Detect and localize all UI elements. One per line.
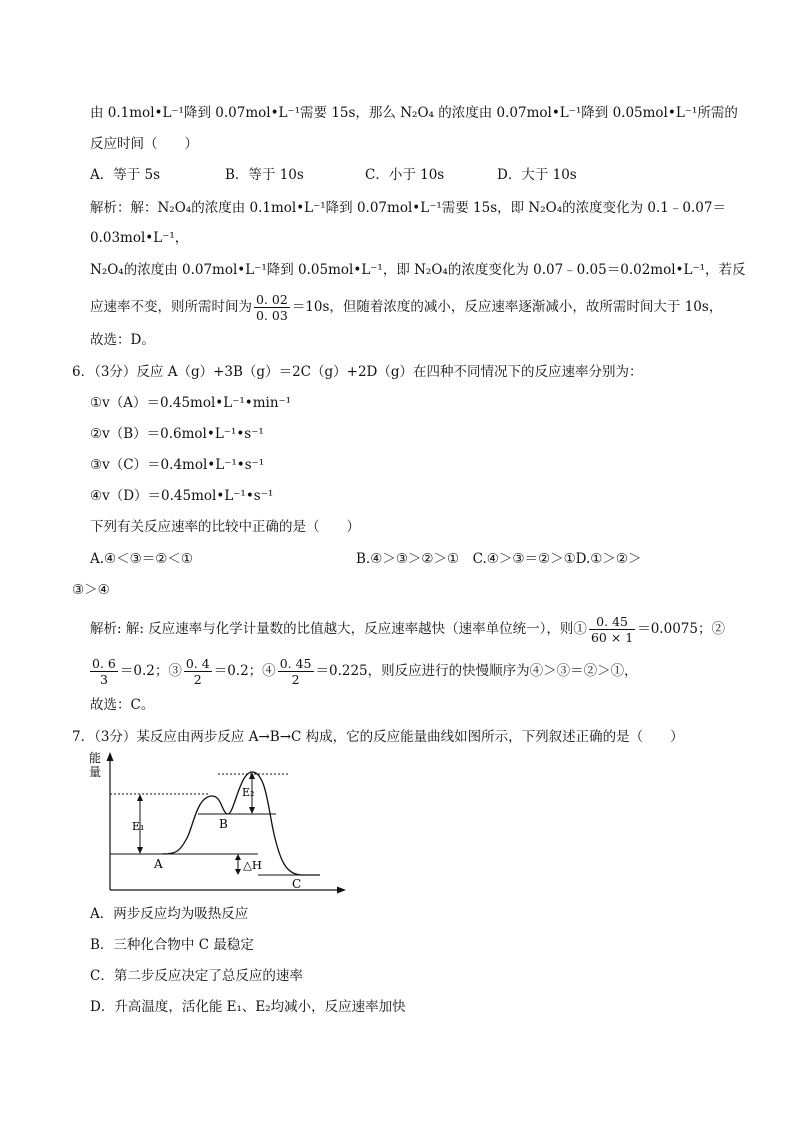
q5-analysis-text: 应速率不变，则所需时间为: [90, 299, 252, 315]
y-axis-label-2: 量: [89, 765, 102, 779]
q6-answer: 故选：C。: [90, 697, 155, 713]
dh-arrow-head-bottom: [235, 869, 241, 875]
q5-option-d: D．大于 10s: [497, 167, 577, 183]
q7-option-c: C．第二步反应决定了总反应的速率: [90, 968, 303, 984]
q6-analysis-text: ＝0.0075；②: [637, 621, 725, 637]
fraction-denominator: 0. 03: [256, 308, 288, 323]
q6-rate-3: ③v（C）＝0.4mol•L⁻¹•s⁻¹: [90, 457, 265, 473]
e2-arrow-head-bottom: [249, 807, 255, 814]
q6-fraction-4: [278, 656, 314, 687]
dh-arrow-head-top: [235, 854, 241, 860]
q5-stem-line1: 由 0.1mol•L⁻¹降到 0.07mol•L⁻¹需要 15s，那么 N₂O₄ 的浓度由 0.07mol•L⁻¹降到 0.05mol•L⁻¹所需的: [90, 105, 738, 121]
e1-arrow-head-top: [137, 794, 143, 801]
q5-answer: 故选：D。: [90, 332, 155, 348]
e1-label: E₁: [132, 820, 145, 833]
y-axis-arrow: [107, 752, 114, 761]
q5-option-b: B．等于 10s: [225, 167, 304, 183]
fraction-numerator: 0. 6: [92, 656, 116, 671]
q6-analysis-line1: [90, 614, 725, 645]
q7-option-a: A．两步反应均为吸热反应: [90, 906, 249, 922]
q6-rate-4: ④v（D）＝0.45mol•L⁻¹•s⁻¹: [90, 488, 274, 504]
q5-stem-line2: 反应时间（ ）: [90, 136, 198, 152]
q7-stem: 7．（3分）某反应由两步反应 A→B→C 构成，它的反应能量曲线如图所示，下列叙述正确的是（ ）: [72, 729, 684, 745]
fraction-numerator: 0. 45: [279, 656, 312, 671]
x-axis-arrow: [337, 887, 346, 894]
q5-analysis-line2: 0.03mol•L⁻¹，: [90, 230, 189, 246]
e1-arrow-head-bottom: [137, 847, 143, 854]
fraction-denominator: 2: [193, 672, 202, 687]
label-a: A: [154, 857, 163, 871]
q6-rate-1: ①v（A）＝0.45mol•L⁻¹•min⁻¹: [90, 395, 292, 411]
q6-analysis-text: ＝0.2；④: [213, 663, 276, 679]
q6-question: 下列有关反应速率的比较中正确的是（ ）: [90, 519, 360, 535]
energy-diagram: [80, 748, 360, 898]
y-axis-label-1: 能: [89, 751, 102, 765]
label-b: B: [219, 817, 228, 831]
q7-option-d: D．升高温度，活化能 E₁、E₂均减小，反应速率加快: [90, 999, 406, 1015]
q5-fraction: [254, 292, 290, 323]
q5-analysis-line4: [90, 292, 722, 323]
fraction-numerator: 0. 4: [185, 656, 210, 671]
q5-option-a: A．等于 5s: [90, 167, 161, 183]
q6-option-d-cont: ③＞④: [72, 582, 110, 598]
q6-analysis-line2: [88, 656, 638, 687]
q5-analysis-line3: N₂O₄的浓度由 0.07mol•L⁻¹降到 0.05mol•L⁻¹，即 N₂O₄的浓度变化为 0.07﹣0.05＝0.02mol•L⁻¹，若反: [90, 262, 746, 278]
fraction-numerator: 0. 02: [256, 292, 288, 307]
q5-analysis-text: ＝10s，但随着浓度的减小，反应速率逐渐减小，故所需时间大于 10s，: [291, 299, 723, 315]
energy-curve: [162, 772, 320, 875]
q5-analysis-line1: 解析：解：N₂O₄的浓度由 0.1mol•L⁻¹降到 0.07mol•L⁻¹需要 15s，即 N₂O₄的浓度变化为 0.1﹣0.07＝: [90, 200, 726, 216]
fraction-denominator: 2: [291, 672, 300, 687]
q6-analysis-text: ＝0.225，则反应进行的快慢顺序为④＞③＝②＞①，: [315, 663, 638, 679]
fraction-numerator: 0. 45: [589, 614, 635, 630]
q6-fraction-2: [90, 656, 118, 687]
e2-label: E₂: [242, 786, 255, 799]
q5-option-c: C．小于 10s: [365, 167, 445, 183]
label-c: C: [292, 877, 302, 891]
dh-label: △H: [243, 858, 262, 872]
q6-option-a: A.④＜③＝②＜①: [90, 551, 193, 567]
q6-analysis-text: ＝0.2；③: [119, 663, 182, 679]
q6-option-bcd: B.④＞③＞②＞① C.④＞③＝②＞①D.①＞②＞: [356, 551, 642, 567]
fraction-denominator: 3: [99, 672, 108, 687]
q6-analysis-text: 解析: 解: 反应速率与化学计量数的比值越大，反应速率越快（速率单位统一），则①: [90, 621, 587, 637]
q7-option-b: B．三种化合物中 C 最稳定: [90, 937, 254, 953]
q6-fraction-1: [589, 614, 635, 645]
fraction-denominator: 60 × 1: [590, 630, 634, 645]
q6-rate-2: ②v（B）＝0.6mol•L⁻¹•s⁻¹: [90, 426, 264, 442]
q6-fraction-3: [184, 656, 212, 687]
q6-stem: 6．（3分）反应 A（g）+3B（g）＝2C（g）+2D（g）在四种不同情况下的反应速率分别为：: [72, 364, 643, 380]
